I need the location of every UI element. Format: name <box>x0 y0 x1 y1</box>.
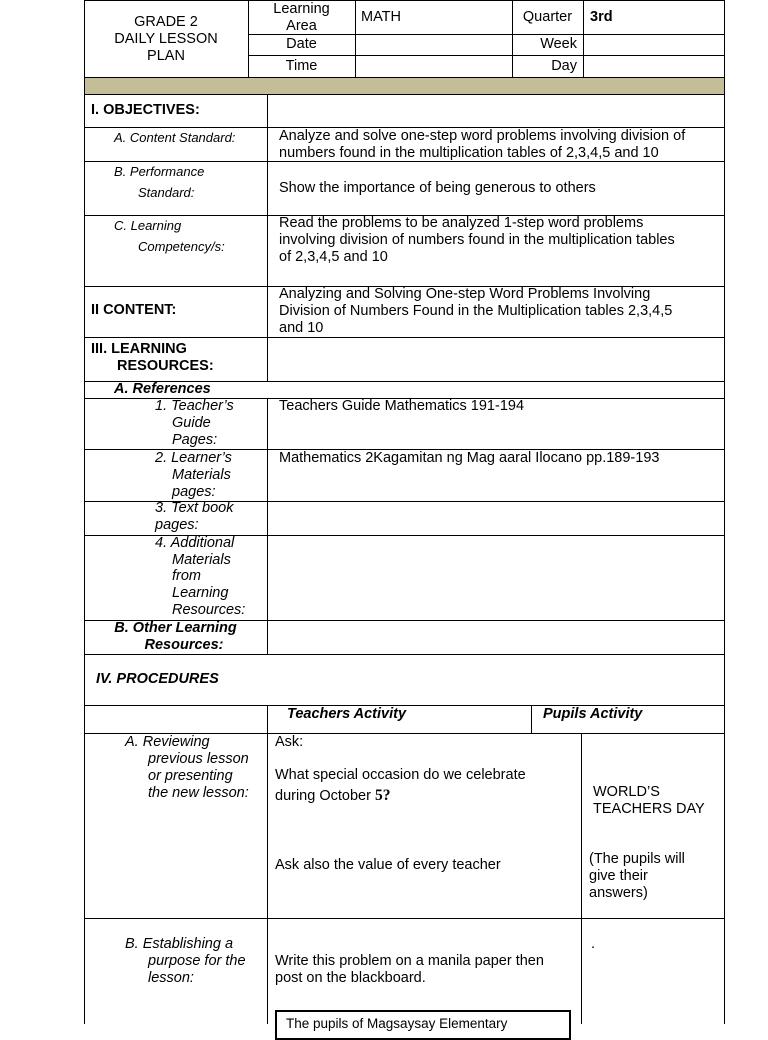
quarter-label: Quarter <box>522 9 573 25</box>
other-resources-label-2: Resources: <box>144 637 224 653</box>
reviewing-label-2: previous lesson <box>148 751 249 767</box>
learning-competency-label-2: Competency/s: <box>138 239 225 254</box>
pupils-dot: . <box>591 936 596 952</box>
section-divider-band <box>84 77 724 94</box>
answer-line-1: WORLD’S <box>593 784 660 800</box>
answer-line-2: TEACHERS DAY <box>593 801 705 817</box>
establishing-label-2: purpose for the <box>148 953 246 969</box>
day-label: Day <box>551 58 577 74</box>
establishing-label-1: B. Establishing a <box>125 936 234 952</box>
write-problem-line-2: post on the blackboard. <box>275 970 426 986</box>
time-label: Time <box>285 58 318 74</box>
quarter-value: 3rd <box>590 9 613 25</box>
procedures-heading: IV. PROCEDURES <box>96 671 219 687</box>
pupils-answer-line-3: answers) <box>589 885 648 901</box>
title-line-2: DAILY LESSON <box>114 31 218 47</box>
references-heading: A. References <box>114 381 211 397</box>
content-standard-label: A. Content Standard: <box>114 130 236 145</box>
additional-materials-label-2: Materials <box>172 552 231 568</box>
pupils-answer-line-1: (The pupils will <box>589 851 685 867</box>
date-label: Date <box>286 36 317 52</box>
teachers-guide-label-2: Guide <box>172 415 211 431</box>
content-standard-text-1: Analyze and solve one-step word problems involving division of <box>279 128 686 144</box>
performance-standard-text: Show the importance of being generous to others <box>279 180 596 196</box>
teachers-guide-label-1: 1. Teacher’s <box>155 398 234 414</box>
learning-area-value: MATH <box>361 9 402 25</box>
learners-materials-label-1: 2. Learner’s <box>155 450 232 466</box>
pupils-answer-line-2: give their <box>589 868 648 884</box>
performance-standard-label-1: B. Performance <box>114 164 205 179</box>
ask-value-text: Ask also the value of every teacher <box>275 857 501 873</box>
content-heading: II CONTENT: <box>91 302 177 318</box>
problem-box <box>275 1010 571 1040</box>
learning-area-label-1: Learning <box>273 1 330 17</box>
learners-materials-label-3: pages: <box>172 484 216 500</box>
additional-materials-label-5: Resources: <box>172 602 246 618</box>
question-line-2-prefix: during October <box>275 788 375 804</box>
content-standard-text-2: numbers found in the multiplication tables of 2,3,4,5 and 10 <box>279 145 659 161</box>
establishing-label-3: lesson: <box>148 970 194 986</box>
learners-materials-value: Mathematics 2Kagamitan ng Mag aaral Ilocano pp.189-193 <box>279 450 660 466</box>
content-text-2: Division of Numbers Found in the Multiplication tables 2,3,4,5 <box>279 303 673 319</box>
question-date-number: 5? <box>374 787 391 804</box>
title-line-1: GRADE 2 <box>134 14 198 30</box>
teachers-guide-value: Teachers Guide Mathematics 191-194 <box>279 398 525 414</box>
teachers-guide-label-3: Pages: <box>172 432 218 448</box>
reviewing-label-3: or presenting <box>148 768 233 784</box>
reviewing-label-4: the new lesson: <box>148 785 249 801</box>
other-resources-label-1: B. Other Learning <box>114 620 237 636</box>
additional-materials-label-3: from <box>172 568 201 584</box>
additional-materials-label-1: 4. Additional <box>155 535 235 551</box>
content-text-3: and 10 <box>279 320 324 336</box>
learning-resources-heading-2: RESOURCES: <box>117 358 214 374</box>
additional-materials-label-4: Learning <box>172 585 229 601</box>
learners-materials-label-2: Materials <box>172 467 231 483</box>
ask-text: Ask: <box>275 734 304 750</box>
objectives-heading: I. OBJECTIVES: <box>91 102 200 118</box>
pupils-activity-header: Pupils Activity <box>543 706 643 722</box>
learning-area-label-2: Area <box>286 18 317 34</box>
textbook-label-1: 3. Text book <box>155 500 234 516</box>
title-line-3: PLAN <box>147 48 185 64</box>
week-label: Week <box>540 36 577 52</box>
learning-competency-text-1: Read the problems to be analyzed 1-step word problems <box>279 215 644 231</box>
write-problem-line-1: Write this problem on a manila paper then <box>275 953 544 969</box>
question-line-1: What special occasion do we celebrate <box>275 767 526 783</box>
performance-standard-label-2: Standard: <box>138 185 195 200</box>
learning-competency-text-2: involving division of numbers found in the multiplication tables <box>279 232 675 248</box>
textbook-label-2: pages: <box>155 517 199 533</box>
reviewing-label-1: A. Reviewing <box>125 734 210 750</box>
teachers-activity-header: Teachers Activity <box>287 706 407 722</box>
problem-box-text: The pupils of Magsaysay Elementary <box>286 1016 508 1031</box>
content-text-1: Analyzing and Solving One-step Word Problems Involving <box>279 286 651 302</box>
question-line-2 <box>275 787 390 805</box>
learning-competency-text-3: of 2,3,4,5 and 10 <box>279 249 388 265</box>
learning-resources-heading-1: III. LEARNING <box>91 341 187 357</box>
learning-competency-label-1: C. Learning <box>114 218 182 233</box>
